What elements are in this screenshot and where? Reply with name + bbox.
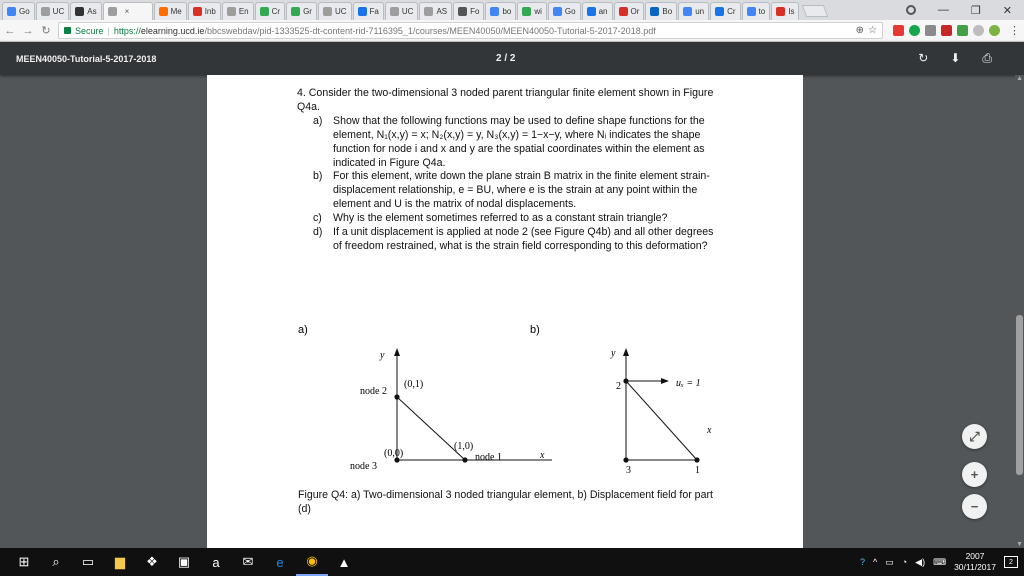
tab-favicon-icon [108, 7, 117, 16]
browser-tab[interactable] [419, 2, 452, 20]
dropbox-icon[interactable]: ❖ [146, 554, 158, 569]
profile-icon[interactable] [906, 5, 916, 15]
chevron-up-icon[interactable]: ^ [872, 557, 878, 567]
tab-label: Cr [727, 7, 736, 16]
tab-label: Go [19, 7, 30, 16]
browser-tab[interactable] [710, 2, 740, 20]
panel-b-label: b) [530, 324, 540, 336]
tab-label: Fa [369, 7, 379, 16]
edge-icon[interactable]: e [276, 554, 284, 570]
part-text: Why is the element sometimes referred to as a constant strain triangle? [333, 212, 668, 225]
tab-label: As [87, 7, 97, 16]
plus-icon: + [970, 467, 979, 482]
start-windows-icon[interactable]: ⊞ [18, 554, 30, 569]
extension-icons [893, 25, 1000, 36]
new-tab-button[interactable] [802, 5, 828, 17]
page-counter[interactable]: 2 / 2 [496, 53, 516, 64]
browser-tab[interactable] [255, 2, 285, 20]
tab-label: AS [436, 7, 448, 16]
zoom-out-button[interactable] [962, 494, 987, 519]
browser-toolbar [0, 20, 1024, 42]
search-icon[interactable]: ⌕ [52, 554, 60, 569]
tab-favicon-icon [7, 7, 16, 16]
browser-tab[interactable] [353, 2, 384, 20]
a-node1-label: node 1 [475, 452, 502, 463]
browser-tab[interactable] [385, 2, 419, 20]
tab-label: wi [534, 7, 542, 16]
b-y-label: y [611, 348, 616, 359]
extension-icon[interactable] [957, 25, 968, 36]
browser-tab[interactable] [678, 2, 709, 20]
part-text: If a unit displacement is applied at node 2 (see Figure Q4b) and all other degrees of freedom restrained, what is the strain field corresponding to this deformation? [333, 226, 714, 252]
minimize-icon[interactable]: — [937, 4, 949, 16]
close-icon[interactable]: ✕ [1002, 4, 1012, 17]
tab-label: an [598, 7, 608, 16]
a-node3-label: node 3 [350, 461, 377, 472]
back-icon[interactable]: ← [4, 24, 16, 37]
tab-label: Cr [271, 7, 281, 16]
part-label: b) [313, 170, 323, 183]
panel-a-label: a) [298, 324, 308, 336]
tab-favicon-icon [683, 7, 692, 16]
a-y-arrow [394, 348, 400, 356]
lock-icon [64, 27, 71, 34]
zoom-in-button[interactable] [962, 462, 987, 487]
b-hypotenuse [626, 381, 697, 460]
extension-icon[interactable] [989, 25, 1000, 36]
tab-favicon-icon [390, 7, 399, 16]
b-y-arrow [623, 348, 629, 356]
tab-favicon-icon [291, 7, 300, 16]
b-displacement-arrowhead [661, 378, 669, 384]
tab-favicon-icon [715, 7, 724, 16]
browser-tab[interactable] [318, 2, 352, 20]
fit-page-icon: ⤢ [969, 428, 980, 444]
help-icon[interactable]: ? [859, 557, 865, 567]
bookmark-star-icon[interactable]: ☆ [868, 25, 877, 36]
document-title: MEEN40050-Tutorial-5-2017-2018 [16, 53, 157, 64]
separator: | [107, 25, 110, 36]
tab-label: UC [334, 7, 347, 16]
menu-icon[interactable]: ⋮ [1009, 25, 1020, 37]
address-bar[interactable] [58, 22, 883, 39]
wifi-icon[interactable]: ◔ [901, 557, 908, 567]
a-coord-01: (0,1) [404, 379, 424, 390]
tab-label: UC [401, 7, 414, 16]
url-text[interactable] [114, 26, 852, 36]
b-x-label: x [707, 425, 712, 436]
figure-caption: Figure Q4: a) Two-dimensional 3 noded triangular element, b) Displacement field for part (d) [298, 489, 713, 515]
tab-favicon-icon [424, 7, 433, 16]
question-part-b [297, 170, 717, 212]
browser-tab[interactable] [286, 2, 317, 20]
reload-icon[interactable]: ↻ [41, 25, 51, 37]
extension-icon[interactable] [909, 25, 920, 36]
browser-tab[interactable] [222, 2, 254, 20]
clock-date: 30/11/2017 [954, 562, 996, 572]
tab-favicon-icon [650, 7, 659, 16]
question-part-c [297, 212, 717, 226]
part-label: c) [313, 212, 322, 225]
notification-icon[interactable]: 2 [1004, 556, 1018, 568]
chrome-icon[interactable]: ◉ [296, 548, 328, 576]
pdf-page [207, 75, 803, 548]
tab-favicon-icon [227, 7, 236, 16]
task-view-icon[interactable]: ▭ [81, 554, 95, 569]
browser-tab[interactable] [103, 2, 153, 20]
restore-icon[interactable]: ❐ [970, 4, 981, 17]
tab-favicon-icon [776, 7, 785, 16]
tab-favicon-icon [458, 7, 467, 16]
tab-label: En [238, 7, 249, 16]
tab-label: un [695, 7, 705, 16]
tab-favicon-icon [260, 7, 269, 16]
url-path: /bbcswebdav/pid-1333525-dt-content-rid-7116395_1/courses/MEEN40050/MEEN40050-Tutorial-5-2017-2018.pdf [204, 25, 656, 36]
volume-icon[interactable]: ◀) [915, 556, 926, 567]
question-text [297, 87, 717, 254]
rotate-icon[interactable]: ↻ [918, 51, 929, 65]
tab-label: Inb [204, 7, 216, 16]
browser-tab[interactable] [36, 2, 70, 20]
tab-label: Gr [303, 7, 312, 16]
tab-favicon-icon [619, 7, 628, 16]
browser-tab[interactable] [582, 2, 613, 20]
photos-icon[interactable]: ▲ [337, 554, 351, 570]
extension-icon[interactable] [893, 25, 904, 36]
tab-label: Fo [470, 7, 480, 16]
part-label: d) [313, 226, 323, 239]
tab-label: Or [630, 7, 640, 16]
browser-tab[interactable] [2, 2, 35, 20]
mail-icon[interactable]: ✉ [242, 554, 254, 569]
pdf-toolbar [0, 42, 1024, 75]
b-node2-label: 2 [616, 381, 621, 392]
browser-tab[interactable] [70, 2, 101, 20]
clock[interactable] [954, 551, 996, 573]
a-node2-dot [394, 394, 399, 399]
part-text: For this element, write down the plane strain B matrix in the finite element strain-displacement relationship, e = BU, where e is the strain at any point within the element and U is the matrix of nodal displacements. [333, 170, 710, 211]
zoom-icon[interactable]: ⊕ [855, 25, 865, 36]
scrollbar-thumb[interactable] [1016, 315, 1023, 475]
browser-tab[interactable] [742, 2, 771, 20]
fit-page-button[interactable] [962, 424, 987, 449]
tab-favicon-icon [553, 7, 562, 16]
tab-favicon-icon [522, 7, 531, 16]
tab-favicon-icon [358, 7, 367, 16]
a-node1-dot [462, 457, 467, 462]
part-text: Show that the following functions may be used to define shape functions for the element, N₁(x,y) = x; N₂(x,y) = y, N₃(x,y) = 1−x−y, where Nᵢ indicates the shape function for node i and x and y are the spatial coordinates within the element as indicated in Figure Q4a. [333, 114, 705, 169]
tab-label: Bo [662, 7, 673, 16]
figure-q4 [207, 320, 803, 480]
b-node1-dot [694, 457, 699, 462]
tab-label: Go [564, 7, 576, 16]
file-explorer-icon[interactable]: ▆ [115, 554, 125, 569]
system-tray [860, 551, 1024, 573]
part-label: a) [313, 114, 323, 127]
browser-tab[interactable] [485, 2, 516, 20]
tab-label: Is [788, 7, 795, 16]
secure-label: Secure [75, 25, 104, 36]
tab-favicon-icon [490, 7, 499, 16]
battery-icon[interactable]: ▭ [885, 556, 894, 567]
amazon-icon[interactable]: a [212, 554, 220, 570]
a-x-label: x [540, 450, 545, 461]
scroll-up-icon[interactable]: ▲ [1016, 75, 1023, 82]
browser-tab[interactable] [453, 2, 484, 20]
b-displacement-label: uₓ = 1 [676, 378, 701, 389]
a-coord-00: (0,0) [384, 448, 404, 459]
scroll-down-icon[interactable]: ▼ [1016, 541, 1023, 548]
window-controls [906, 0, 1024, 20]
b-node1-label: 1 [695, 465, 700, 476]
b-node2-dot [623, 378, 628, 383]
browser-tab[interactable] [771, 2, 799, 20]
url-host: elearning.ucd.ie [140, 25, 205, 36]
question-part-a [297, 115, 717, 171]
store-icon[interactable]: ▣ [177, 554, 191, 569]
keyboard-icon[interactable]: ⌨ [933, 556, 947, 567]
tab-favicon-icon [41, 7, 50, 16]
tab-label: UC [52, 7, 65, 16]
taskbar [0, 548, 1024, 576]
b-node3-dot [623, 457, 628, 462]
tab-label: bo [502, 7, 512, 16]
extension-icon[interactable] [925, 25, 936, 36]
tab-strip [0, 0, 1024, 20]
browser-tab[interactable] [517, 2, 547, 20]
tab-label: to [758, 7, 766, 16]
tab-label: Me [170, 7, 182, 16]
browser-tab[interactable] [614, 2, 645, 20]
a-coord-10: (1,0) [454, 441, 474, 452]
forward-icon[interactable]: → [22, 24, 34, 37]
minus-icon: − [970, 499, 979, 514]
download-icon[interactable]: ⬇ [950, 51, 961, 65]
clock-time: 2007 [965, 551, 985, 561]
tab-favicon-icon [587, 7, 596, 16]
tab-favicon-icon [323, 7, 332, 16]
tab-favicon-icon [747, 7, 756, 16]
a-y-label: y [380, 350, 385, 361]
extension-icon[interactable] [941, 25, 952, 36]
url-scheme: https:// [113, 25, 141, 36]
a-node2-label: node 2 [360, 386, 387, 397]
extension-icon[interactable] [973, 25, 984, 36]
question-intro: 4. Consider the two-dimensional 3 noded parent triangular finite element shown in Figure Q4a. [297, 87, 714, 113]
browser-tab[interactable] [548, 2, 581, 20]
vertical-scrollbar[interactable] [1015, 75, 1024, 548]
tab-favicon-icon [193, 7, 202, 16]
browser-tab[interactable] [188, 2, 221, 20]
b-node3-label: 3 [626, 465, 631, 476]
print-icon[interactable]: ⎙ [982, 51, 992, 65]
tab-favicon-icon [75, 7, 84, 16]
browser-tab[interactable] [154, 2, 187, 20]
question-part-d [297, 226, 717, 254]
tab-close-icon[interactable]: × [124, 7, 130, 16]
browser-tab[interactable] [645, 2, 677, 20]
tab-favicon-icon [159, 7, 168, 16]
